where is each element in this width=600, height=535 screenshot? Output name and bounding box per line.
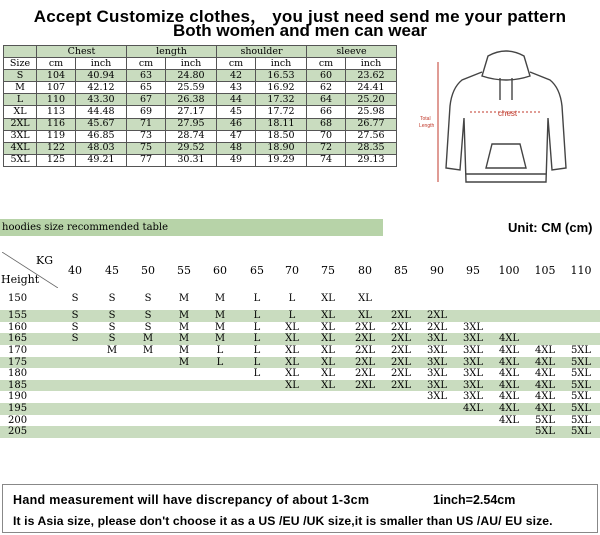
weight-value: 40 [68, 264, 82, 277]
size-cell: M [214, 321, 226, 333]
size-cell: S [71, 321, 79, 333]
size-value-cell: 27.17 [166, 106, 217, 118]
size-value-cell: 71 [127, 118, 166, 130]
weight-value: 105 [534, 264, 556, 277]
total-label: Total [420, 116, 431, 122]
size-value-cell: 17.72 [256, 106, 307, 118]
size-cell: 3XL [462, 344, 484, 356]
group-sleeve: sleeve [307, 46, 397, 58]
recommend-row [0, 322, 600, 334]
size-cell: 2XL [390, 333, 412, 345]
size-value-cell: 49 [217, 154, 256, 166]
size-value-cell: 46.85 [76, 130, 127, 142]
size-row [4, 154, 397, 166]
size-chart-table [3, 45, 397, 167]
unit-cell: inch [346, 58, 397, 70]
recommend-rows [0, 288, 600, 438]
size-value-cell: 44 [217, 94, 256, 106]
size-cell: L [253, 310, 261, 321]
size-cell: XL [358, 293, 372, 304]
size-corner [4, 46, 37, 58]
height-value: 165 [8, 333, 28, 345]
size-cell: 2XL [390, 356, 412, 368]
size-value-cell: 75 [127, 142, 166, 154]
size-value-cell: 48.03 [76, 142, 127, 154]
size-value-cell: 19.29 [256, 154, 307, 166]
recommend-row [0, 403, 600, 415]
size-cell: 5XL [570, 379, 592, 391]
weight-value: 50 [141, 264, 155, 277]
size-cell: 2XL [354, 333, 376, 345]
size-cell: 2XL [426, 310, 448, 321]
unit-cell: inch [256, 58, 307, 70]
recommend-row [0, 380, 600, 392]
size-value-cell: 60 [307, 70, 346, 82]
size-cell: 5XL [534, 426, 556, 438]
size-value-cell: 16.92 [256, 82, 307, 94]
size-cell: 4XL [462, 403, 484, 415]
size-value-cell: 43.30 [76, 94, 127, 106]
weight-value: 80 [358, 264, 372, 277]
height-value: 200 [8, 414, 28, 426]
size-cell: M [178, 333, 190, 345]
size-cell: S [144, 321, 152, 333]
size-cell: 4XL [498, 379, 520, 391]
size-name-cell: XL [4, 106, 37, 118]
size-value-cell: 27.56 [346, 130, 397, 142]
size-value-cell: 72 [307, 142, 346, 154]
height-value: 195 [8, 403, 28, 415]
size-cell: 2XL [390, 379, 412, 391]
size-cell: 4XL [534, 379, 556, 391]
size-cell: 5XL [570, 368, 592, 380]
size-cell: 3XL [426, 379, 448, 391]
size-value-cell: 67 [127, 94, 166, 106]
size-cell: S [108, 310, 116, 321]
size-cell: L [253, 344, 261, 356]
group-chest: Chest [37, 46, 127, 58]
size-cell: XL [321, 321, 335, 333]
size-cell: 3XL [426, 333, 448, 345]
size-value-cell: 25.20 [346, 94, 397, 106]
recommend-row [0, 333, 600, 345]
size-value-cell: 44.48 [76, 106, 127, 118]
size-cell: XL [321, 368, 335, 380]
size-name-cell: 5XL [4, 154, 37, 166]
height-value: 155 [8, 310, 28, 321]
hoodie-illustration [418, 48, 594, 188]
recommend-title: hoodies size recommended table [0, 219, 383, 236]
size-cell: M [106, 344, 118, 356]
size-row [4, 70, 397, 82]
size-cell: 3XL [462, 379, 484, 391]
size-cell: 2XL [354, 344, 376, 356]
size-cell: XL [321, 310, 335, 321]
size-cell: XL [321, 293, 335, 304]
size-cell: L [253, 368, 261, 380]
recommend-row [0, 310, 600, 322]
size-value-cell: 63 [127, 70, 166, 82]
height-value: 185 [8, 379, 28, 391]
size-cell: 3XL [426, 391, 448, 403]
size-cell: L [288, 293, 296, 304]
size-value-cell: 107 [37, 82, 76, 94]
size-cell: M [214, 310, 226, 321]
size-name-cell: M [4, 82, 37, 94]
size-cell: 3XL [426, 344, 448, 356]
size-cell: 5XL [534, 414, 556, 426]
size-cell: M [142, 333, 154, 345]
size-cell: 2XL [354, 379, 376, 391]
size-cell: L [253, 356, 261, 368]
size-value-cell: 30.31 [166, 154, 217, 166]
size-cell: 4XL [534, 368, 556, 380]
size-value-cell: 18.50 [256, 130, 307, 142]
size-value-cell: 45.67 [76, 118, 127, 130]
size-value-cell: 17.32 [256, 94, 307, 106]
size-cell: 2XL [390, 368, 412, 380]
size-value-cell: 69 [127, 106, 166, 118]
height-value: 180 [8, 368, 28, 380]
size-cell: 4XL [498, 333, 520, 345]
size-cell: M [214, 333, 226, 345]
length-label: Length [419, 123, 435, 129]
size-cell: L [288, 310, 296, 321]
size-cell: L [216, 344, 224, 356]
size-cell: XL [321, 344, 335, 356]
size-cell: S [144, 310, 152, 321]
header-line-2: Both women and men can wear [172, 21, 428, 40]
size-cell: S [108, 333, 116, 345]
size-cell: 4XL [534, 344, 556, 356]
size-value-cell: 74 [307, 154, 346, 166]
size-row [4, 118, 397, 130]
weight-value: 60 [213, 264, 227, 277]
unit-cell: inch [166, 58, 217, 70]
unit-row [4, 58, 397, 70]
size-value-cell: 119 [37, 130, 76, 142]
size-cell: 4XL [498, 414, 520, 426]
size-value-cell: 18.11 [256, 118, 307, 130]
unit-cell: Size [4, 58, 37, 70]
size-cell: L [216, 356, 224, 368]
chest-label: chest [498, 109, 518, 118]
size-cell: 3XL [462, 391, 484, 403]
weight-value: 100 [498, 264, 520, 277]
footer-inch: 1inch=2.54cm [433, 493, 516, 507]
height-value: 175 [8, 356, 28, 368]
size-cell: M [178, 321, 190, 333]
size-cell: 5XL [570, 403, 592, 415]
footer-note [2, 484, 598, 533]
size-cell: 3XL [462, 368, 484, 380]
size-value-cell: 66 [307, 106, 346, 118]
size-value-cell: 122 [37, 142, 76, 154]
size-cell: 4XL [498, 344, 520, 356]
size-value-cell: 64 [307, 94, 346, 106]
size-row [4, 82, 397, 94]
size-value-cell: 28.74 [166, 130, 217, 142]
size-value-cell: 46 [217, 118, 256, 130]
unit-cell: cm [217, 58, 256, 70]
size-row [4, 130, 397, 142]
size-cell: 3XL [426, 368, 448, 380]
size-cell: 2XL [390, 321, 412, 333]
size-name-cell: 2XL [4, 118, 37, 130]
size-value-cell: 24.80 [166, 70, 217, 82]
size-cell: 2XL [426, 321, 448, 333]
size-cell: M [178, 293, 190, 304]
size-row [4, 94, 397, 106]
weight-value: 75 [321, 264, 335, 277]
size-value-cell: 62 [307, 82, 346, 94]
size-name-cell: L [4, 94, 37, 106]
weight-value: 70 [285, 264, 299, 277]
size-value-cell: 110 [37, 94, 76, 106]
size-value-cell: 45 [217, 106, 256, 118]
unit-cell: cm [307, 58, 346, 70]
size-value-cell: 104 [37, 70, 76, 82]
size-cell: 2XL [354, 356, 376, 368]
size-cell: XL [285, 321, 299, 333]
size-cell: XL [321, 356, 335, 368]
group-length: length [127, 46, 217, 58]
size-cell: S [71, 293, 79, 304]
kg-label: KG [36, 254, 54, 267]
size-value-cell: 77 [127, 154, 166, 166]
weight-value: 85 [394, 264, 408, 277]
weight-value: 45 [105, 264, 119, 277]
size-value-cell: 113 [37, 106, 76, 118]
size-value-cell: 42.12 [76, 82, 127, 94]
size-cell: 3XL [462, 333, 484, 345]
recommend-row [0, 391, 600, 403]
weight-value: 95 [466, 264, 480, 277]
size-value-cell: 24.41 [346, 82, 397, 94]
footer-asia: It is Asia size, please don't choose it as a US /EU /UK size,it is smaller than US /AU/ EU size. [13, 514, 553, 528]
size-cell: 3XL [426, 356, 448, 368]
size-cell: XL [285, 368, 299, 380]
size-value-cell: 43 [217, 82, 256, 94]
recommend-row [0, 288, 600, 310]
size-cell: 4XL [534, 391, 556, 403]
size-cell: XL [285, 379, 299, 391]
unit-label: Unit: CM (cm) [508, 220, 593, 235]
recommend-row [0, 368, 600, 380]
footer-discrepancy: Hand measurement will have discrepancy of about 1-3cm [13, 493, 370, 507]
size-cell: M [178, 310, 190, 321]
size-name-cell: 4XL [4, 142, 37, 154]
size-cell: XL [321, 379, 335, 391]
height-value: 150 [8, 293, 28, 304]
size-value-cell: 68 [307, 118, 346, 130]
size-value-cell: 26.38 [166, 94, 217, 106]
size-value-cell: 42 [217, 70, 256, 82]
height-value: 170 [8, 344, 28, 356]
size-cell: 2XL [390, 344, 412, 356]
height-value: 190 [8, 391, 28, 403]
size-cell: XL [285, 333, 299, 345]
size-value-cell: 25.59 [166, 82, 217, 94]
size-value-cell: 27.95 [166, 118, 217, 130]
size-cell: M [142, 344, 154, 356]
size-cell: S [108, 293, 116, 304]
size-cell: L [253, 333, 261, 345]
size-name-cell: 3XL [4, 130, 37, 142]
size-value-cell: 47 [217, 130, 256, 142]
size-cell: 3XL [462, 321, 484, 333]
size-cell: 5XL [570, 426, 592, 438]
size-cell: 4XL [498, 356, 520, 368]
size-cell: 5XL [570, 344, 592, 356]
size-value-cell: 29.13 [346, 154, 397, 166]
size-cell: 2XL [354, 321, 376, 333]
size-value-cell: 125 [37, 154, 76, 166]
header-line-1: Accept Customize clothes， you just need send me your pattern [33, 7, 567, 26]
size-cell: XL [321, 333, 335, 345]
group-shoulder: shoulder [217, 46, 307, 58]
size-cell: 5XL [570, 356, 592, 368]
height-value: 160 [8, 321, 28, 333]
size-row [4, 142, 397, 154]
recommend-row [0, 415, 600, 427]
size-cell: 5XL [570, 391, 592, 403]
size-cell: 5XL [570, 414, 592, 426]
size-value-cell: 116 [37, 118, 76, 130]
size-cell: XL [285, 344, 299, 356]
size-value-cell: 23.62 [346, 70, 397, 82]
size-cell: S [144, 293, 152, 304]
size-value-cell: 73 [127, 130, 166, 142]
size-value-cell: 48 [217, 142, 256, 154]
unit-cell: cm [127, 58, 166, 70]
size-cell: M [178, 344, 190, 356]
size-cell: XL [285, 356, 299, 368]
size-value-cell: 18.90 [256, 142, 307, 154]
weight-value: 55 [177, 264, 191, 277]
size-value-cell: 29.52 [166, 142, 217, 154]
size-cell: 4XL [498, 391, 520, 403]
size-cell: S [108, 321, 116, 333]
height-label: Height [1, 273, 40, 286]
size-cell: M [178, 356, 190, 368]
size-value-cell: 65 [127, 82, 166, 94]
weight-header [0, 252, 600, 288]
size-cell: 3XL [462, 356, 484, 368]
recommend-row [0, 357, 600, 369]
size-row [4, 106, 397, 118]
weight-value: 110 [570, 264, 592, 277]
size-value-cell: 49.21 [76, 154, 127, 166]
weight-value: 90 [430, 264, 444, 277]
size-cell: S [71, 310, 79, 321]
size-cell: L [253, 293, 261, 304]
size-cell: 4XL [498, 403, 520, 415]
size-cell: 2XL [390, 310, 412, 321]
recommend-row [0, 426, 600, 438]
height-value: 205 [8, 426, 28, 438]
size-cell: 2XL [354, 368, 376, 380]
size-value-cell: 26.77 [346, 118, 397, 130]
size-cell: 4XL [534, 403, 556, 415]
size-value-cell: 40.94 [76, 70, 127, 82]
weight-value: 65 [250, 264, 264, 277]
size-name-cell: S [4, 70, 37, 82]
size-value-cell: 70 [307, 130, 346, 142]
size-cell: L [253, 321, 261, 333]
unit-cell: inch [76, 58, 127, 70]
size-cell: XL [358, 310, 372, 321]
size-cell: S [71, 333, 79, 345]
size-cell: 4XL [534, 356, 556, 368]
size-value-cell: 28.35 [346, 142, 397, 154]
size-cell: M [214, 293, 226, 304]
size-value-cell: 25.98 [346, 106, 397, 118]
size-value-cell: 16.53 [256, 70, 307, 82]
unit-cell: cm [37, 58, 76, 70]
recommend-row [0, 345, 600, 357]
size-cell: 4XL [498, 368, 520, 380]
